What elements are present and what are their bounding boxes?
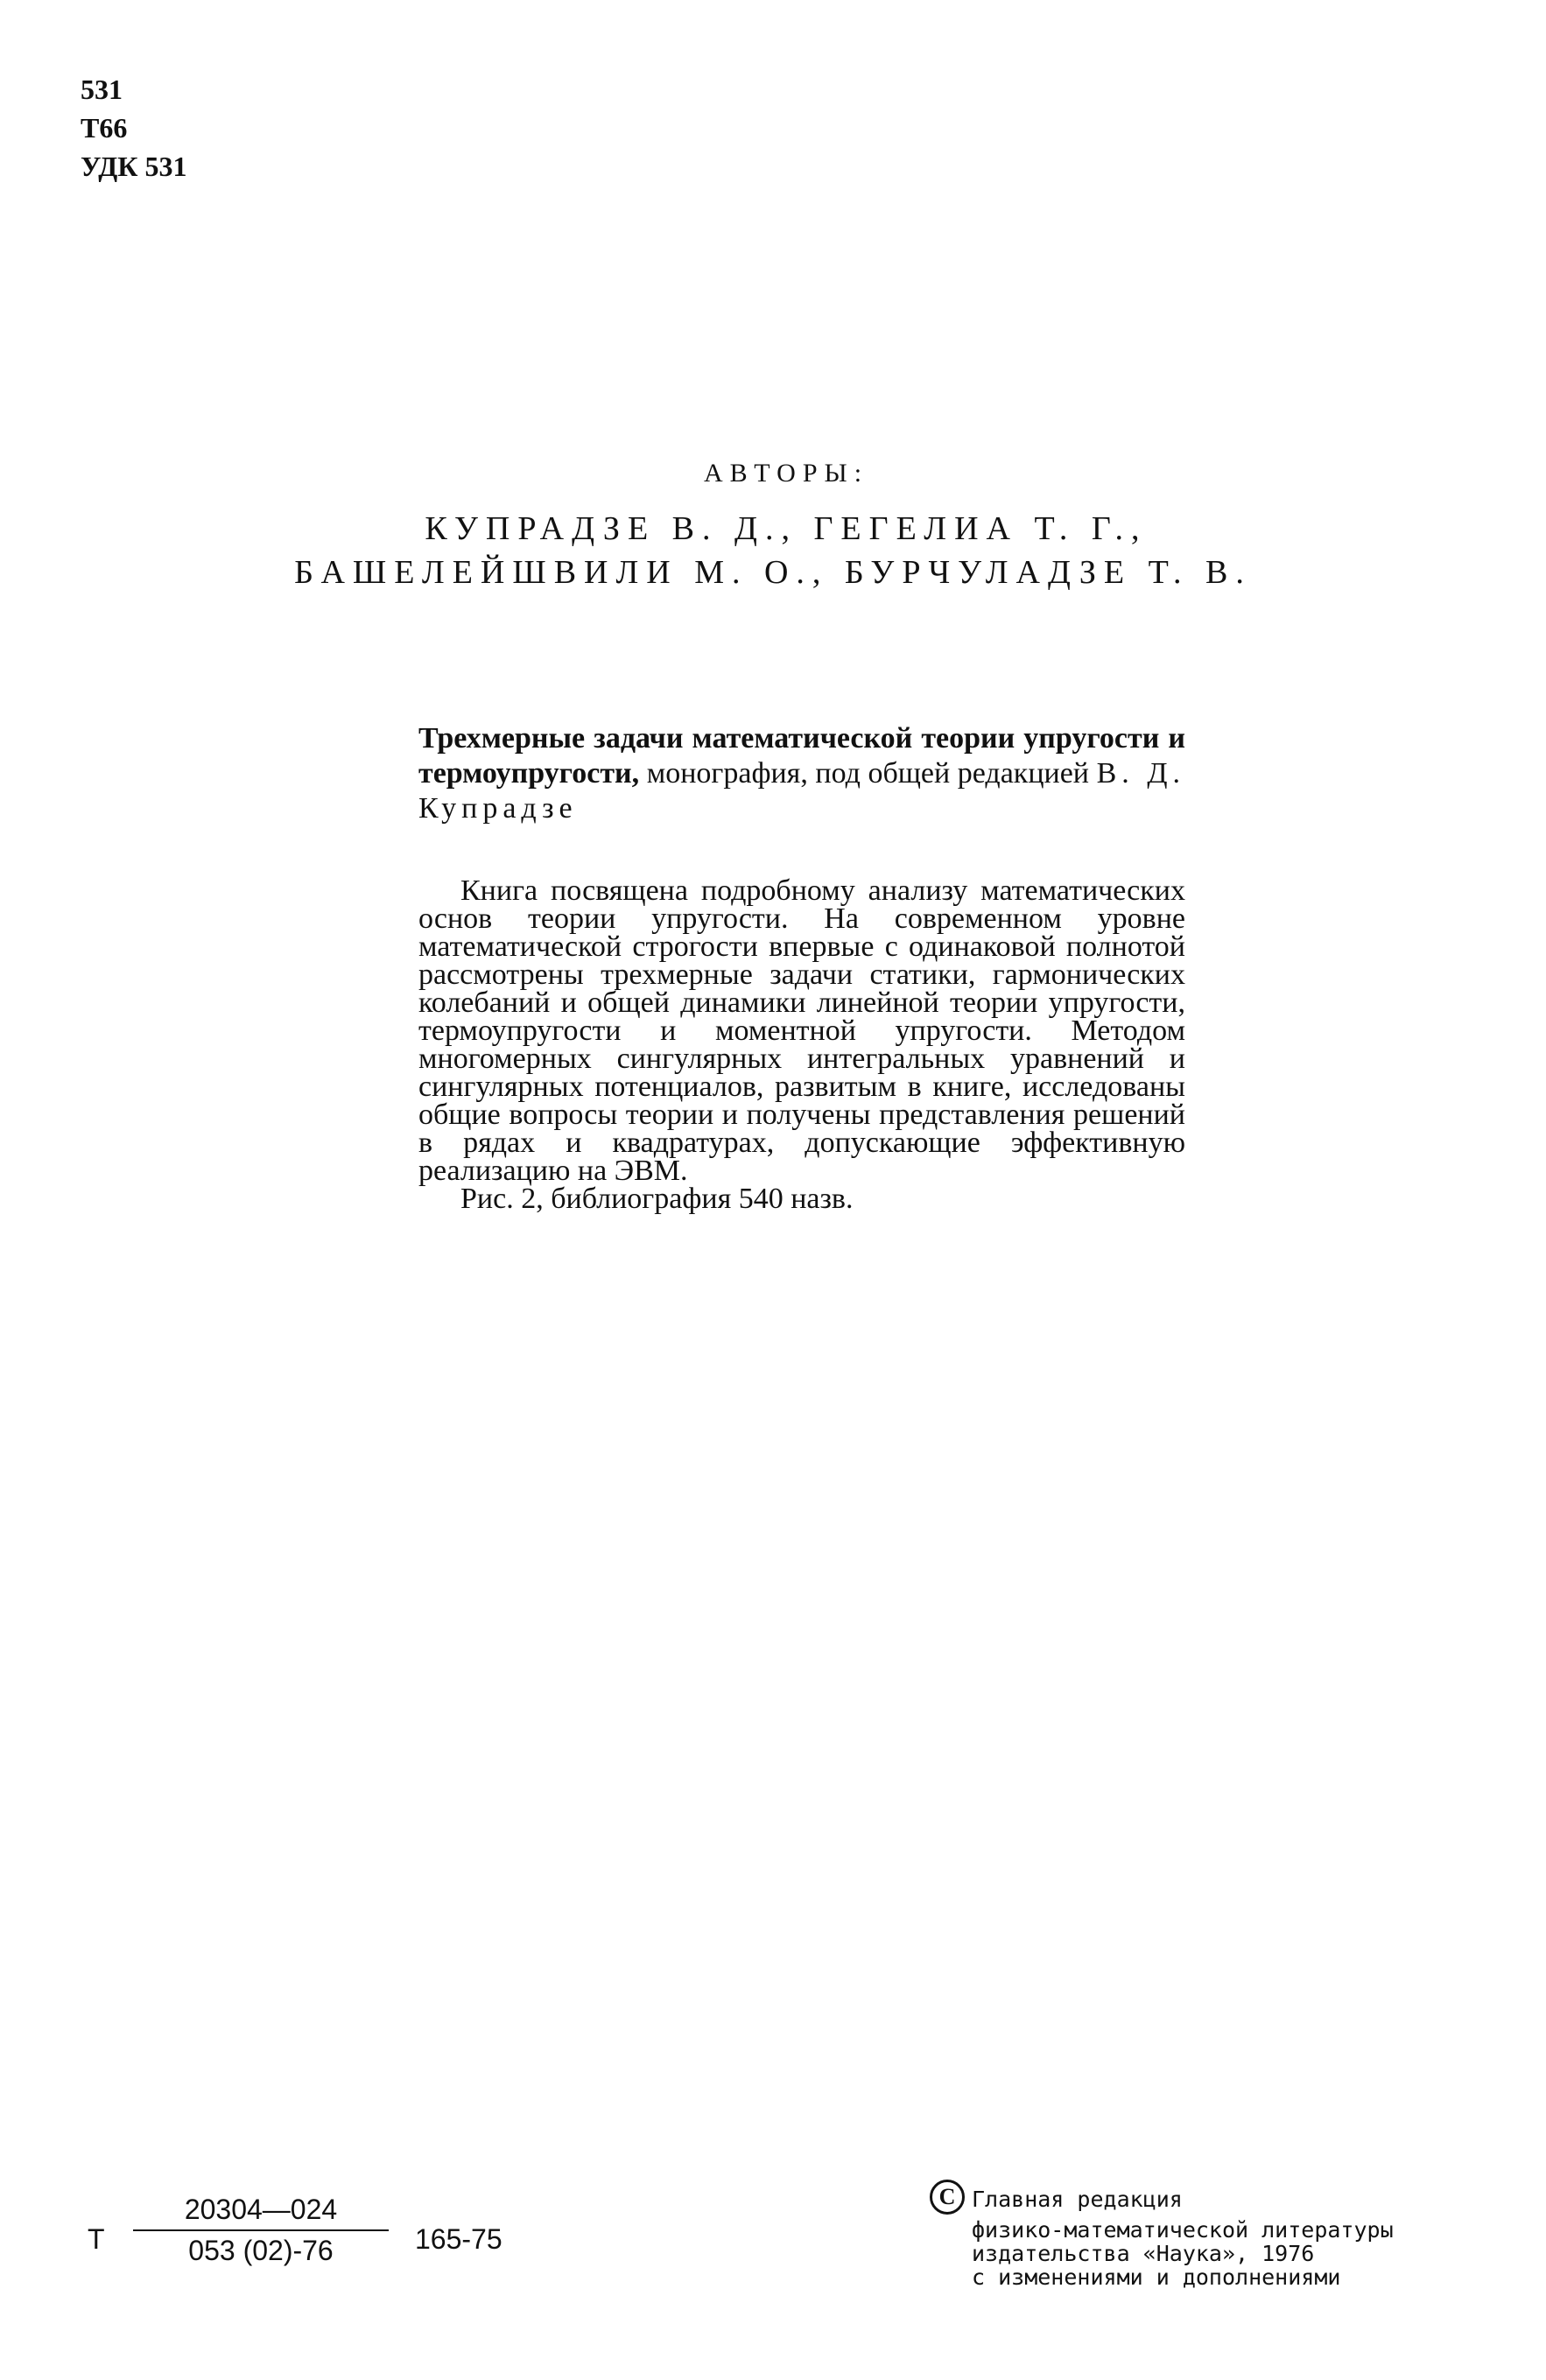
fraction-bar	[133, 2229, 389, 2231]
book-title: Трехмерные задачи математической теории упругости и термоупругости,	[418, 722, 1185, 790]
class-code: 531	[81, 74, 123, 105]
index-letter: Т	[88, 2223, 105, 2255]
editor-name: В. Д. Купрадзе	[418, 757, 1186, 825]
copyright-line-2: физико-математической литературы	[972, 2217, 1394, 2243]
copyright-line-4: с изменениями и дополнениями	[972, 2264, 1341, 2290]
index-trailing-number: 165-75	[415, 2223, 502, 2255]
copyright-line-3: издательства «Наука», 1976	[972, 2241, 1315, 2266]
authors-line-2: БАШЕЛЕЙШВИЛИ М. О., БУРЧУЛАДЗЕ Т. В.	[294, 554, 1252, 591]
index-fraction	[133, 2194, 389, 2267]
udc-code: УДК 531	[81, 151, 187, 182]
bibliographic-summary	[418, 721, 1185, 826]
authors-line-1: КУПРАДЗЕ В. Д., ГЕГЕЛИА Т. Г.,	[425, 510, 1148, 547]
copyright-icon: C	[930, 2180, 965, 2215]
copyright-line-1: Главная редакция	[972, 2187, 1183, 2212]
annotation-paragraph: Книга посвящена подробному анализу математических основ теории упругости. На современном уровне математической строгости впервые с одинаковой полнотой рассмотрены трехмерные задачи статики, гармонических колебаний и общей динамики линейной теории упругости, термоупругости и моментной упругости. Методом многомерных сингулярных интегральных уравнений и сингулярных потенциалов, развитым в книге, исследованы общие вопросы теории и получены представления решений в рядах и квадратурах, допускающие эффективную реализацию на ЭВМ.	[418, 874, 1185, 1187]
index-denominator: 053 (02)-76	[188, 2235, 334, 2266]
publication-index-code	[88, 2194, 502, 2290]
book-description: монография, под общей редакцией	[646, 757, 1090, 790]
book-annotation	[418, 874, 1185, 1215]
copyright-notice	[930, 2183, 1455, 2289]
annotation-references: Рис. 2, библиография 540 назв.	[460, 1183, 854, 1215]
author-mark: Т66	[81, 112, 128, 144]
catalog-codes	[81, 70, 186, 186]
authors-heading: АВТОРЫ:	[703, 459, 869, 488]
index-numerator: 20304—024	[184, 2194, 338, 2225]
